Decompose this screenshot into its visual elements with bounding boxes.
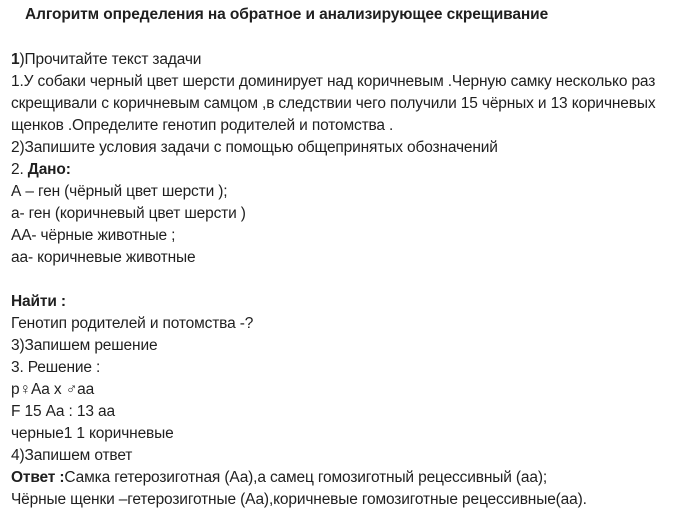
task-line-3: щенков .Определите генотип родителей и потомства .: [11, 117, 394, 134]
task-line-1: 1.У собаки черный цвет шерсти доминирует над коричневым .Черную самку несколько раз: [11, 73, 656, 90]
solution-label: 3. Решение :: [11, 359, 101, 376]
find-label: Найти :: [11, 293, 66, 310]
answer-text-1: Самка гетерозиготная (Аа),а самец гомозиготный рецессивный (аа);: [64, 469, 548, 486]
spacer: [11, 269, 695, 291]
step-1-text: )Прочитайте текст задачи: [19, 51, 202, 68]
answer-label: Ответ :: [11, 469, 65, 486]
given-number: 2.: [11, 161, 28, 178]
step-2-text: )Запишите условия задачи с помощью общепринятых обозначений: [19, 139, 498, 156]
step-1-number: 1: [11, 51, 20, 68]
solution-ratio: черные1 1 коричневые: [11, 425, 174, 442]
given-heading: [11, 159, 695, 181]
step-1-line: [11, 49, 695, 71]
given-label: Дано:: [27, 161, 71, 178]
document-title: Алгоритм определения на обратное и анализирующее скрещивание: [25, 6, 549, 23]
given-item-1: А – ген (чёрный цвет шерсти );: [11, 183, 228, 200]
answer-line-1: [11, 467, 695, 489]
given-item-4: аа- коричневые животные: [11, 249, 196, 266]
given-item-3: АА- чёрные животные ;: [11, 227, 176, 244]
step-4-line: 4)Запишем ответ: [11, 447, 133, 464]
task-line-2: скрещивали с коричневым самцом ,в следствии чего получили 15 чёрных и 13 коричневых: [11, 95, 656, 112]
step-3-line: 3)Запишем решение: [11, 337, 158, 354]
answer-line-2: Чёрные щенки –гетерозиготные (Аа),коричневые гомозиготные рецессивные(аа).: [11, 491, 587, 508]
given-item-2: а- ген (коричневый цвет шерсти ): [11, 205, 246, 222]
step-2-line: 2)Запишите условия задачи с помощью общепринятых обозначений: [11, 139, 498, 156]
find-text: Генотип родителей и потомства -?: [11, 315, 254, 332]
document-body: [11, 49, 695, 511]
solution-offspring: F 15 Аа : 13 аа: [11, 403, 115, 420]
solution-cross: р♀Аа х ♂аа: [11, 381, 95, 398]
